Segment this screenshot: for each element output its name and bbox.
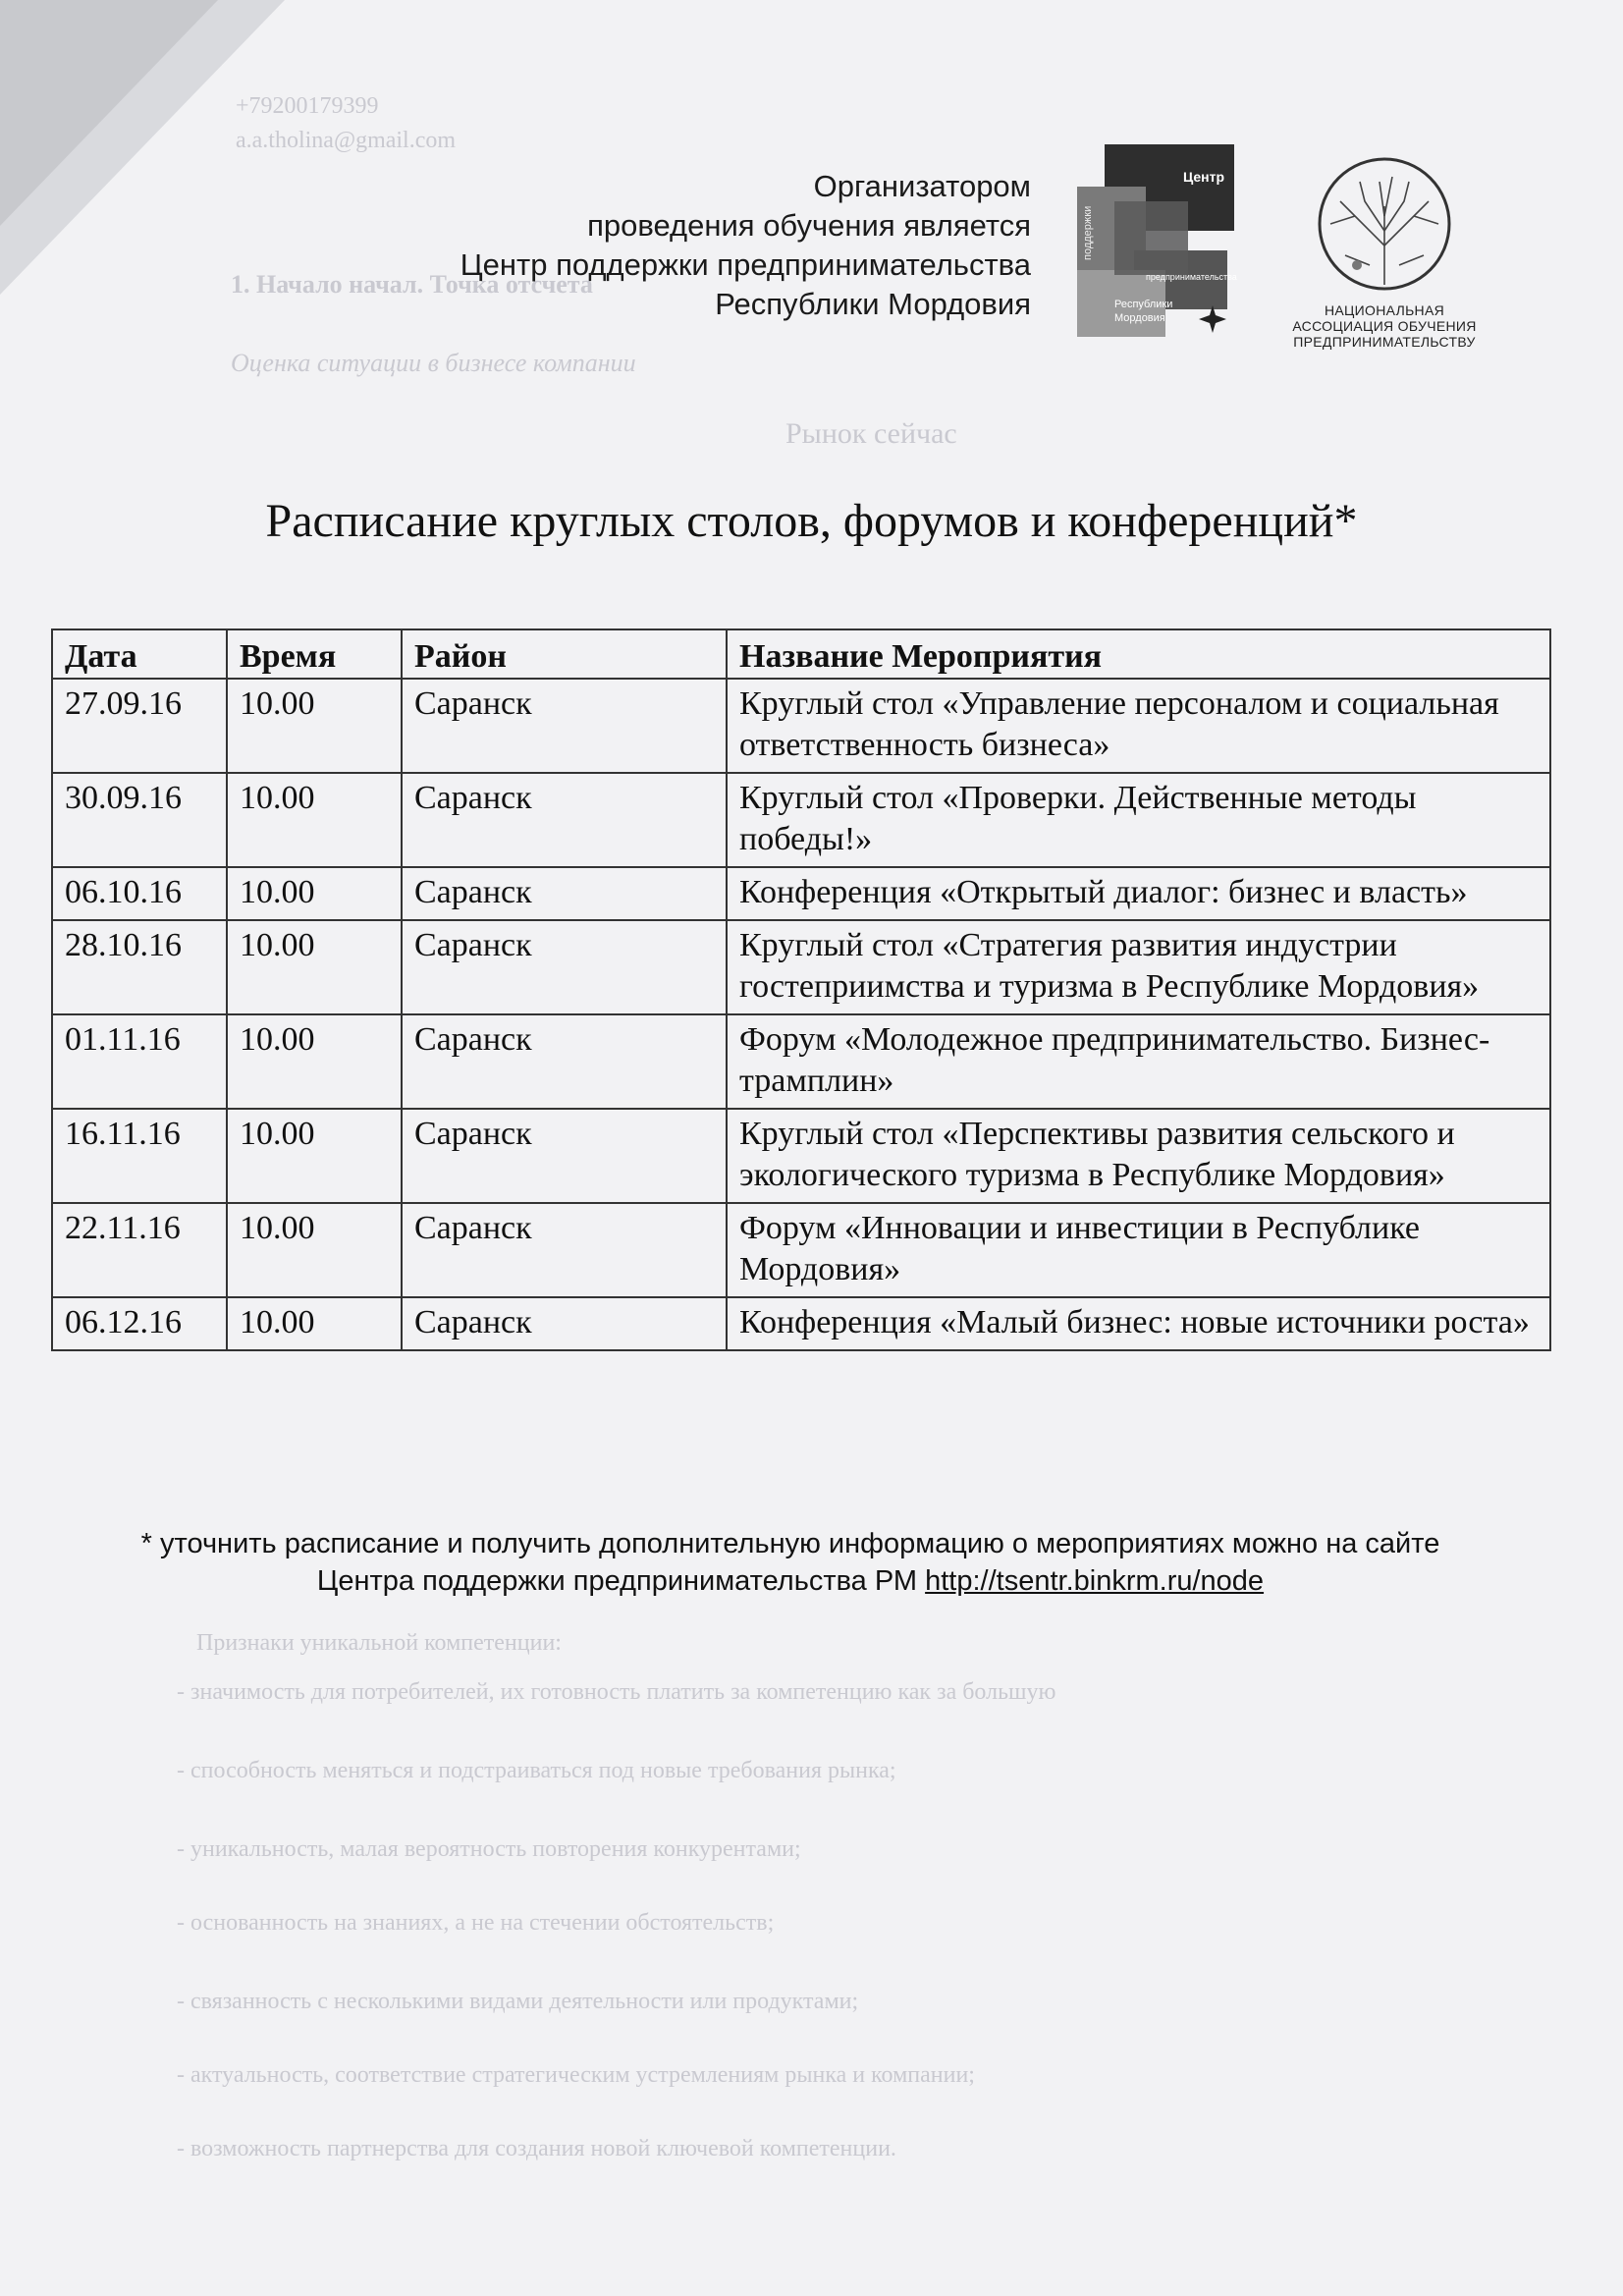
cell-date: 30.09.16 — [52, 773, 227, 867]
ornament-icon — [1199, 305, 1226, 333]
cell-district: Саранск — [402, 679, 727, 773]
table-row — [52, 867, 1550, 920]
center-logo — [1075, 142, 1242, 339]
cell-district: Саранск — [402, 1297, 727, 1350]
show-through-text: - уникальность, малая вероятность повторения конкурентами; — [177, 1836, 801, 1862]
cell-time: 10.00 — [227, 920, 402, 1014]
footnote-text: Центра поддержки предпринимательства РМ — [316, 1565, 926, 1597]
table-row — [52, 1203, 1550, 1297]
organizer-line: Организатором — [813, 169, 1031, 203]
cell-event-name: Форум «Молодежное предпринимательство. Бизнес-трамплин» — [727, 1014, 1550, 1109]
center-logo-text: предпринимательства — [1146, 272, 1237, 282]
show-through-text: - значимость для потребителей, их готовность платить за компетенцию как за большую — [177, 1679, 1056, 1705]
footnote-line — [39, 1562, 1542, 1600]
organizer-line: Центр поддержки предпринимательства — [460, 247, 1031, 282]
center-logo-text: Центр — [1183, 169, 1225, 185]
column-header-district: Район — [402, 629, 727, 679]
table-row — [52, 679, 1550, 773]
table-row — [52, 1109, 1550, 1203]
organizer-block — [460, 167, 1031, 324]
cell-date: 06.10.16 — [52, 867, 227, 920]
cell-date: 28.10.16 — [52, 920, 227, 1014]
cell-district: Саранск — [402, 773, 727, 867]
page-fold-shadow — [0, 0, 218, 226]
show-through-text: 1. Начало начал. Точка отсчета — [231, 270, 593, 299]
show-through-text: +79200179399 — [236, 93, 379, 119]
cell-time: 10.00 — [227, 773, 402, 867]
association-name — [1276, 302, 1492, 350]
show-through-text: Признаки уникальной компетенции: — [196, 1630, 562, 1656]
show-through-text: - связанность с несколькими видами деятельности или продуктами; — [177, 1989, 859, 2014]
center-logo-text: поддержки — [1082, 205, 1094, 260]
cell-time: 10.00 — [227, 1297, 402, 1350]
cell-district: Саранск — [402, 1014, 727, 1109]
show-through-text: - актуальность, соответствие стратегическим устремлениям рынка и компании; — [177, 2062, 975, 2088]
table-header-row — [52, 629, 1550, 679]
table-row — [52, 1297, 1550, 1350]
cell-date: 22.11.16 — [52, 1203, 227, 1297]
cell-time: 10.00 — [227, 1203, 402, 1297]
table-row — [52, 920, 1550, 1014]
table-row — [52, 773, 1550, 867]
cell-time: 10.00 — [227, 867, 402, 920]
cell-time: 10.00 — [227, 679, 402, 773]
cell-event-name: Конференция «Малый бизнес: новые источники роста» — [727, 1297, 1550, 1350]
show-through-text: Оценка ситуации в бизнесе компании — [231, 349, 636, 377]
cell-date: 16.11.16 — [52, 1109, 227, 1203]
organizer-line: Республики Мордовия — [715, 287, 1031, 321]
show-through-text: - способность меняться и подстраиваться под новые требования рынка; — [177, 1758, 896, 1783]
column-header-event-name: Название Мероприятия — [727, 629, 1550, 679]
show-through-text: - возможность партнерства для создания новой ключевой компетенции. — [177, 2136, 896, 2161]
cell-event-name: Форум «Инновации и инвестиции в Республике Мордовия» — [727, 1203, 1550, 1297]
website-link[interactable]: http://tsentr.binkrm.ru/node — [925, 1565, 1265, 1597]
cell-district: Саранск — [402, 920, 727, 1014]
column-header-date: Дата — [52, 629, 227, 679]
center-logo-text: Республики — [1114, 299, 1173, 310]
footnote-line: * уточнить расписание и получить дополнительную информацию о мероприятиях можно на сайте — [140, 1528, 1440, 1559]
footnote — [39, 1525, 1542, 1600]
table-body — [52, 679, 1550, 1350]
show-through-text: a.a.tholina@gmail.com — [236, 128, 457, 153]
cell-event-name: Круглый стол «Стратегия развития индустрии гостеприимства и туризма в Республике Мордовия» — [727, 920, 1550, 1014]
cell-event-name: Круглый стол «Проверки. Действенные методы победы!» — [727, 773, 1550, 867]
cell-event-name: Круглый стол «Перспективы развития сельского и экологического туризма в Республике Мордовия» — [727, 1109, 1550, 1203]
document-title: Расписание круглых столов, форумов и конференций* — [265, 495, 1358, 547]
association-line: ПРЕДПРИНИМАТЕЛЬСТВУ — [1293, 334, 1476, 350]
association-line: НАЦИОНАЛЬНАЯ — [1324, 302, 1445, 318]
cell-date: 01.11.16 — [52, 1014, 227, 1109]
cell-date: 06.12.16 — [52, 1297, 227, 1350]
show-through-text: - основанность на знаниях, а не на стечении обстоятельств; — [177, 1910, 775, 1936]
cell-time: 10.00 — [227, 1014, 402, 1109]
center-logo-text: Мордовия — [1114, 312, 1165, 324]
table-row — [52, 1014, 1550, 1109]
column-header-time: Время — [227, 629, 402, 679]
cell-time: 10.00 — [227, 1109, 402, 1203]
association-logo-icon — [1286, 147, 1483, 304]
schedule-table — [51, 629, 1551, 1351]
association-line: АССОЦИАЦИЯ ОБУЧЕНИЯ — [1292, 318, 1477, 334]
cell-district: Саранск — [402, 1109, 727, 1203]
cell-event-name: Круглый стол «Управление персоналом и социальная ответственность бизнеса» — [727, 679, 1550, 773]
show-through-text: Рынок сейчас — [785, 417, 957, 450]
organizer-line: проведения обучения является — [587, 208, 1031, 243]
cell-date: 27.09.16 — [52, 679, 227, 773]
cell-district: Саранск — [402, 867, 727, 920]
cell-district: Саранск — [402, 1203, 727, 1297]
cell-event-name: Конференция «Открытый диалог: бизнес и власть» — [727, 867, 1550, 920]
